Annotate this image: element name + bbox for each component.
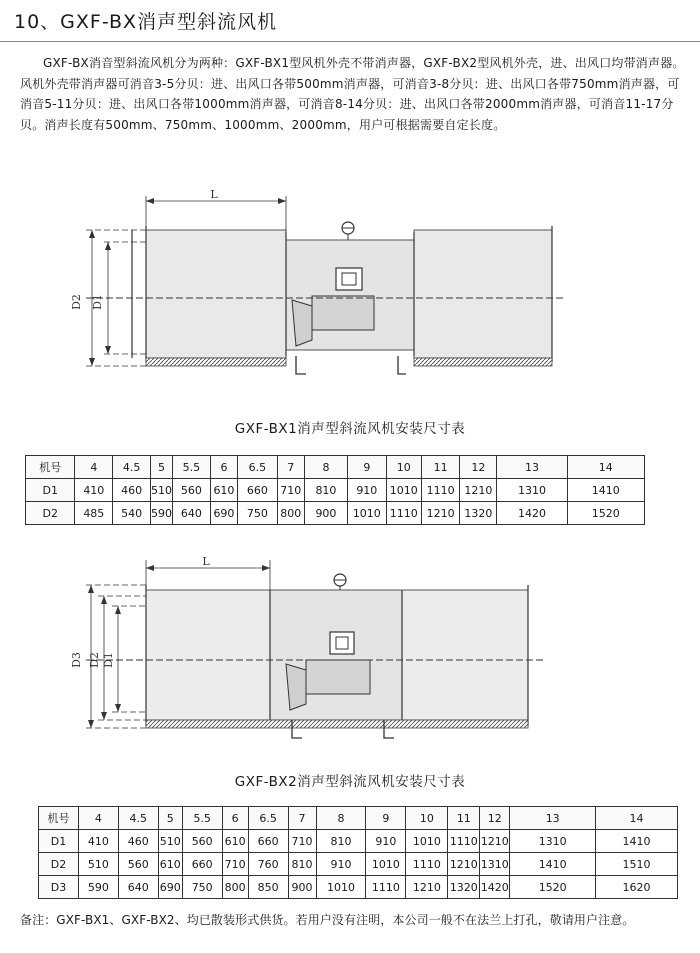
column-header: 9 [347,456,386,479]
row-header: D2 [26,502,75,525]
table-cell: 1210 [460,479,497,502]
table-cell: 1210 [421,502,460,525]
table-cell: 1320 [448,876,480,899]
column-header: 14 [596,807,678,830]
table-row [26,479,645,502]
body-left [146,590,270,720]
table-cell: 690 [210,502,237,525]
table-cell: 590 [78,876,118,899]
table-cell: 1620 [596,876,678,899]
table-cell: 910 [347,479,386,502]
table-cell: 560 [173,479,211,502]
table-row [39,830,678,853]
table-cell: 1310 [510,830,596,853]
table-cell: 1410 [510,853,596,876]
table-cell: 900 [288,876,316,899]
dim-l-label-2: L [202,555,210,568]
table-cell: 1420 [480,876,510,899]
table-cell: 850 [248,876,288,899]
table2-caption: GXF-BX2消声型斜流风机安装尺寸表 [234,774,466,790]
dim-d3-label: D3 [70,652,83,668]
table-cell: 1410 [596,830,678,853]
column-header: 5 [158,807,182,830]
table-cell: 690 [158,876,182,899]
dim-d1-label-2: D1 [102,652,115,668]
table-cell: 410 [78,830,118,853]
table-row [39,853,678,876]
column-header: 6.5 [248,807,288,830]
table-cell: 660 [248,830,288,853]
column-header: 5.5 [182,807,222,830]
table1-body [26,456,645,525]
table-cell: 1010 [347,502,386,525]
column-header: 11 [448,807,480,830]
table-cell: 1110 [421,479,460,502]
table-cell: 1110 [366,876,406,899]
page-title: 10、GXF-BX消声型斜流风机 [14,11,278,33]
table-cell: 640 [173,502,211,525]
column-header: 13 [510,807,596,830]
dim-d2-label-2: D2 [88,652,101,668]
table-cell: 1320 [460,502,497,525]
table-cell: 590 [151,502,173,525]
table-row [26,502,645,525]
table-cell: 1210 [480,830,510,853]
table-cell: 610 [158,853,182,876]
row-header: D2 [39,853,79,876]
table-cell: 1110 [406,853,448,876]
column-header: 机号 [39,807,79,830]
column-header: 4.5 [118,807,158,830]
table-cell: 1010 [386,479,421,502]
table-cell: 660 [182,853,222,876]
bottom-hatch-strip [146,720,528,728]
right-hatch-strip [414,358,552,366]
table-cell: 510 [151,479,173,502]
table-cell: 510 [78,853,118,876]
table-cell: 760 [248,853,288,876]
row-header: D1 [26,479,75,502]
left-hatch-strip [146,358,286,366]
table-cell: 1110 [386,502,421,525]
diagram-gxf-bx2 [60,552,580,742]
table-cell: 410 [75,479,113,502]
column-header: 12 [480,807,510,830]
table-cell: 1420 [497,502,567,525]
column-header: 8 [316,807,366,830]
column-header: 14 [567,456,644,479]
column-header: 8 [304,456,347,479]
table-cell: 800 [277,502,304,525]
motor-2 [306,660,370,694]
table-cell: 460 [118,830,158,853]
column-header: 4.5 [113,456,151,479]
table-cell: 560 [182,830,222,853]
table-cell: 710 [277,479,304,502]
column-header: 4 [75,456,113,479]
table-cell: 660 [238,479,278,502]
column-header: 9 [366,807,406,830]
table-cell: 710 [222,853,248,876]
column-header: 11 [421,456,460,479]
table-cell: 1210 [448,853,480,876]
table-cell: 750 [238,502,278,525]
column-header: 6 [222,807,248,830]
dim-d1-label: D1 [91,294,104,310]
right-silencer-body [414,230,552,358]
column-header: 7 [277,456,304,479]
column-header: 6.5 [238,456,278,479]
table-cell: 1310 [480,853,510,876]
table-cell: 1010 [366,853,406,876]
body-right [402,590,528,720]
intro-paragraph: GXF-BX消音型斜流风机分为两种：GXF-BX1型风机外壳不带消声器，GXF-BX2型风机外壳，进、出风口均带消声器。风机外壳带消声器可消音3-5分贝：进、出风口各带500mm消声器，可消音3-8分贝：进、出风口各带750mm消声器，可消音5-11分贝：进、出风口各带1000mm消声器，可消音8-14分贝：进、出风口各带2000mm消声器，可消音11-17分贝。消声长度有500mm、750mm、1000mm、2000mm，用户可根据需要自定长度。 [20,56,685,132]
table-cell: 750 [182,876,222,899]
column-header: 5.5 [173,456,211,479]
table-cell: 810 [288,853,316,876]
table-cell: 1410 [567,479,644,502]
diagram-gxf-bx1 [60,186,580,382]
table-cell: 910 [316,853,366,876]
table-cell: 460 [113,479,151,502]
column-header: 10 [406,807,448,830]
title-divider [0,41,700,42]
column-header: 4 [78,807,118,830]
table-cell: 560 [118,853,158,876]
table-cell: 910 [366,830,406,853]
table-cell: 1520 [510,876,596,899]
column-header: 13 [497,456,567,479]
table-cell: 1010 [316,876,366,899]
table1-caption: GXF-BX1消声型斜流风机安装尺寸表 [234,421,466,437]
row-header: D1 [39,830,79,853]
column-header: 10 [386,456,421,479]
table-cell: 710 [288,830,316,853]
table-cell: 900 [304,502,347,525]
table-row [39,807,678,830]
left-silencer-body [146,230,286,358]
table-cell: 640 [118,876,158,899]
dim-l-label: L [210,188,218,201]
table-cell: 510 [158,830,182,853]
table-cell: 610 [222,830,248,853]
column-header: 6 [210,456,237,479]
table-cell: 1010 [406,830,448,853]
table-cell: 800 [222,876,248,899]
table2 [38,806,678,899]
dim-d2-label: D2 [70,294,83,310]
column-header: 12 [460,456,497,479]
table-cell: 1310 [497,479,567,502]
table1 [25,455,645,525]
table-row [39,876,678,899]
table-cell: 810 [304,479,347,502]
table2-body [39,807,678,899]
footer-note: 备注：GXF-BX1、GXF-BX2、均已散装形式供货。若用户没有注明，本公司一般不在法兰上打孔，敬请用户注意。 [20,913,635,927]
column-header: 机号 [26,456,75,479]
table-cell: 540 [113,502,151,525]
column-header: 7 [288,807,316,830]
motor [312,296,374,330]
table-cell: 1520 [567,502,644,525]
table-cell: 1510 [596,853,678,876]
table-row [26,456,645,479]
motor-box [336,268,362,290]
table-cell: 1110 [448,830,480,853]
row-header: D3 [39,876,79,899]
column-header: 5 [151,456,173,479]
table-cell: 810 [316,830,366,853]
table-cell: 610 [210,479,237,502]
table-cell: 485 [75,502,113,525]
table-cell: 1210 [406,876,448,899]
